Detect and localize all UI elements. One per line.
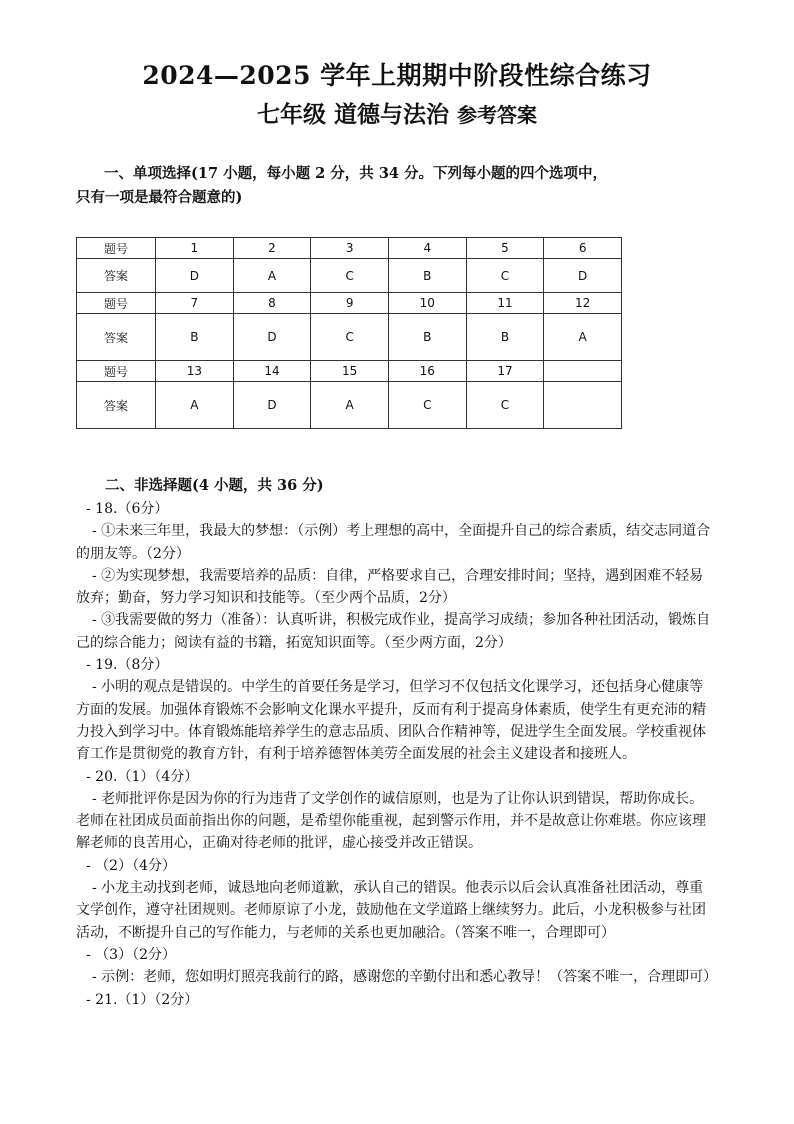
answer-row [77,314,622,361]
question-number: 2 [233,238,311,259]
exam-subtitle [0,96,794,129]
answer-paragraph: - ①未来三年里，我最大的梦想：（示例）考上理想的高中，全面提升自己的综合素质，结交志同道合的朋友等。（2分） [76,523,711,562]
question-number: 11 [466,293,544,314]
answer-cell: D [544,259,622,293]
answer-label: 答案 [77,382,156,429]
answer-label: 答案 [77,259,156,293]
question-number: 13 [156,361,234,382]
exam-title: 2024—2025 学年上期期中阶段性综合练习 [142,61,652,90]
answer-row [77,259,622,293]
question-label: 题号 [77,238,156,259]
question-header: - 20.（1）（4分） [86,768,199,785]
question-header: - （2）（4分） [86,857,176,874]
answer-paragraph: - ③我需要做的努力（准备）：认真听讲，积极完成作业，提高学习成绩；参加各种社团活动，锻炼自己的综合能力；阅读有益的书籍，拓宽知识面等。（至少两方面，2分） [76,612,711,651]
section2-answers [76,498,716,1011]
question-header: - 19.（8分） [86,657,169,674]
subtitle-reference-answers: 参考答案 [457,103,537,127]
question-number: 12 [544,293,622,314]
question-header: - （3）（2分） [86,946,176,963]
section1-heading-line2: 只有一项是最符合题意的) [76,189,243,206]
question-number [544,361,622,382]
question-number-row [77,361,622,382]
question-number: 10 [388,293,466,314]
answer-cell: A [311,382,389,429]
answer-row [77,382,622,429]
answer-cell [544,382,622,429]
question-number: 3 [311,238,389,259]
answer-cell: B [466,314,544,361]
question-label: 题号 [77,293,156,314]
answer-cell: C [466,259,544,293]
question-header: - 18.（6分） [86,501,169,517]
answer-label: 答案 [77,314,156,361]
question-number: 17 [466,361,544,382]
answer-cell: A [156,382,234,429]
answer-cell: B [388,259,466,293]
answer-paragraph: - ②为实现梦想，我需要培养的品质：自律，严格要求自己，合理安排时间；坚持，遇到困难不轻易放弃；勤奋，努力学习知识和技能等。（至少两个品质，2分） [76,567,704,607]
question-label: 题号 [77,361,156,382]
question-number: 1 [156,238,234,259]
answer-cell: B [388,314,466,361]
answer-cell: C [388,382,466,429]
question-number: 4 [388,238,466,259]
question-number: 5 [466,238,544,259]
answer-paragraph: - 示例：老师，您如明灯照亮我前行的路，感谢您的辛勤付出和悉心教导！（答案不唯一，合理即可） [92,969,718,986]
question-number: 6 [544,238,622,259]
section1-heading [76,162,716,210]
answer-cell: D [233,314,311,361]
question-number: 15 [311,361,389,382]
question-number-row [77,238,622,259]
answer-cell: A [233,259,311,293]
question-number: 8 [233,293,311,314]
question-number: 14 [233,361,311,382]
answer-table [76,237,622,429]
question-number: 7 [156,293,234,314]
answer-cell: B [156,314,234,361]
answer-cell: D [156,259,234,293]
answer-cell: C [311,314,389,361]
question-number-row [77,293,622,314]
answer-cell: D [233,382,311,429]
section1-heading-line1: 一、单项选择(17 小题，每小题 2 分，共 34 分。下列每小题的四个选项中， [104,165,608,182]
answer-cell: C [466,382,544,429]
answer-paragraph: - 老师批评你是因为你的行为违背了文学创作的诚信原则，也是为了让你认识到错误，帮助你成长。老师在社团成员面前指出你的问题，是希望你能重视，起到警示作用，并不是故意让你难堪。你应该理解老师的良苦用心，正确对待老师的批评，虚心接受并改正错误。 [76,790,706,852]
answer-cell: C [311,259,389,293]
question-number: 16 [388,361,466,382]
section2-heading: 二、非选择题(4 小题，共 36 分) [105,477,324,494]
answer-cell: A [544,314,622,361]
question-number: 9 [311,293,389,314]
answer-paragraph: - 小龙主动找到老师，诚恳地向老师道歉，承认自己的错误。他表示以后会认真准备社团活动，尊重文学创作，遵守社团规则。老师原谅了小龙，鼓励他在文学道路上继续努力。此后，小龙积极参与社团活动，不断提升自己的写作能力，与老师的关系也更加融洽。（答案不唯一，合理即可） [76,880,706,941]
answer-paragraph: - 小明的观点是错误的。中学生的首要任务是学习，但学习不仅包括文化课学习，还包括身心健康等方面的发展。加强体育锻炼不会影响文化课水平提升，反而有利于提高身体素质，使学生有更充沛的精力投入到学习中。体育锻炼能培养学生的意志品质、团队合作精神等，促进学生全面发展。学校重视体育工作是贯彻党的教育方针，有利于培养德智体美劳全面发展的社会主义建设者和接班人。 [76,679,706,763]
subtitle-main: 七年级 道德与法治 [256,101,457,128]
question-header: - 21.（1）（2分） [86,991,199,1008]
